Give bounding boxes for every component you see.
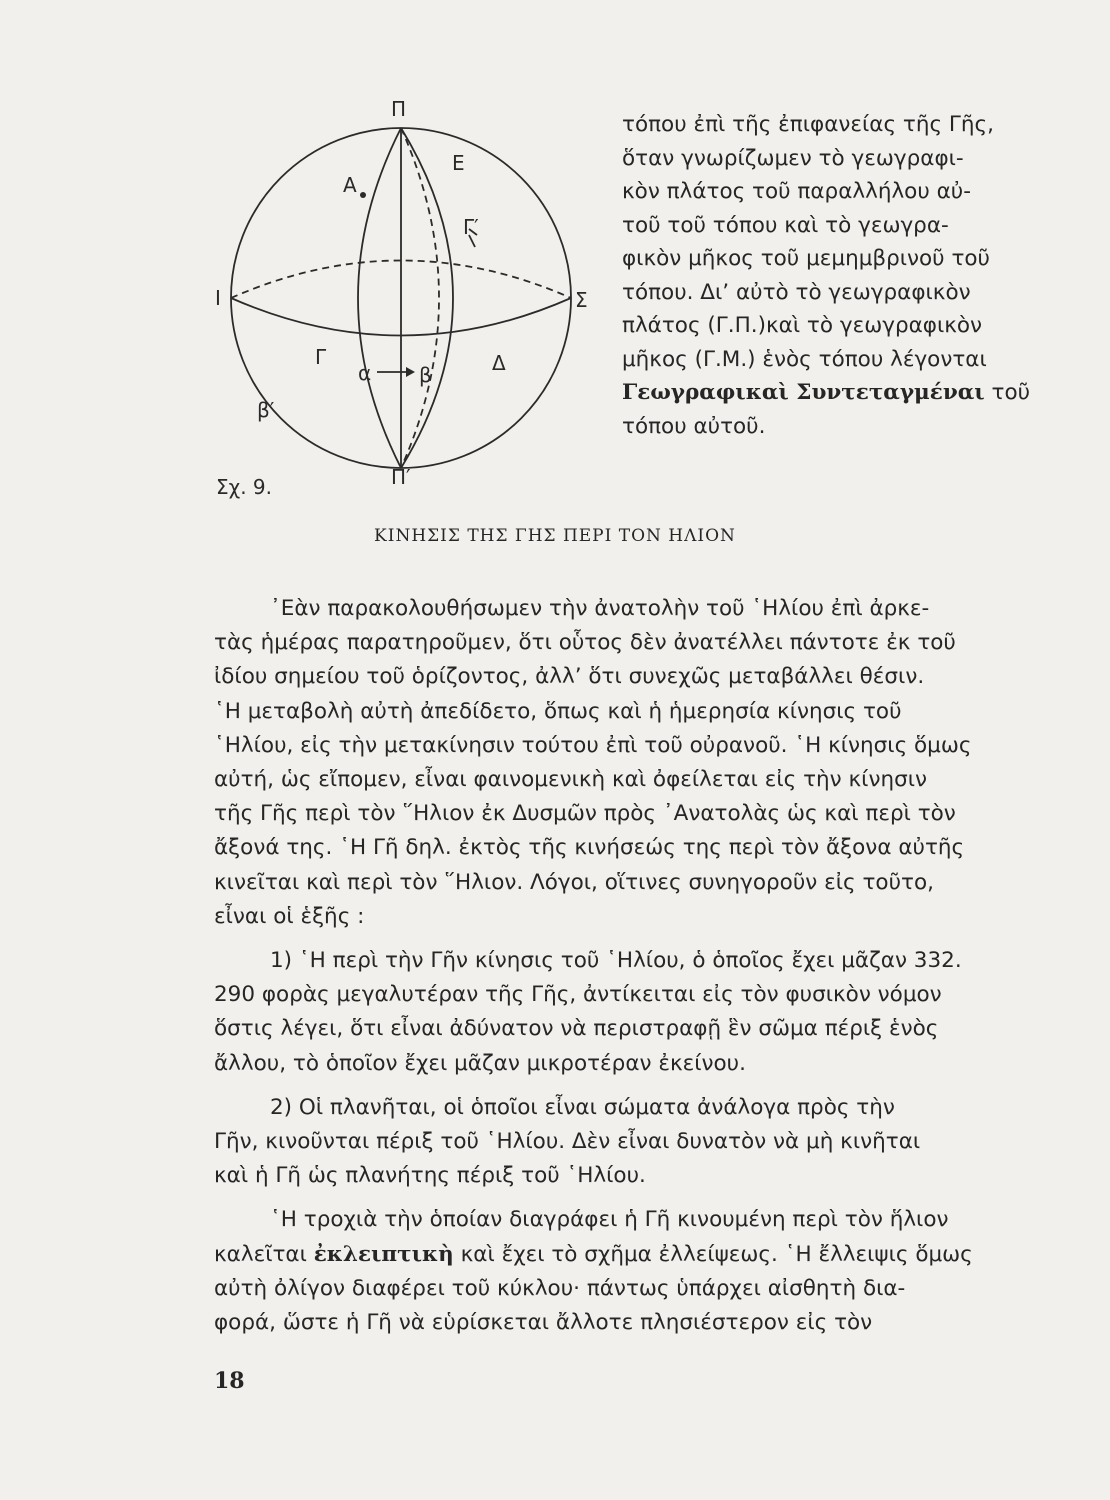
label-west: Ι [215,286,221,310]
label-east: Σ [575,288,588,312]
meridian-dashed [401,128,439,468]
label-g: Γ [315,345,327,369]
page-number: 18 [214,1368,245,1394]
side-line: ὅταν γνωρίζωμεν τὸ γεωγραφι- [622,145,964,171]
side-paragraph [622,108,1034,443]
label-beta-prime: β′ [257,398,275,422]
label-pole-south: Π′ [391,465,411,489]
side-line: φικὸν μῆκος τοῦ μεμημβρινοῦ τοῦ [622,246,990,271]
side-line: μῆκος (Γ.Μ.) ἑνὸς τόπου λέγονται [622,346,987,372]
meridian-right [401,128,453,468]
side-line: τόπου ἐπὶ τῆς ἐπιφανείας τῆς Γῆς, [622,112,994,137]
globe-figure [205,95,605,510]
side-line: τοῦ τοῦ τόπου καὶ τὸ γεωγρα- [622,212,949,238]
paragraph-1: ᾿Εὰν παρακολουθήσωμεν τὴν ἀνατολὴν τοῦ ῾Ηλίου ἐπὶ ἀρκε- τὰς ἡμέρας παρατηροῦμεν, ὅτι οὗτος δὲν ἀνατέλλει πάντοτε ἐκ τοῦ ἰδίου σημείου τοῦ ὁρίζοντος, ἀλλ’ ὅτι συνεχῶς μεταβάλλει θέσιν. ῾Η μεταβολὴ αὐτὴ ἀπεδίδετο, ὅπως καὶ ἡ ἡμερησία κίνησις τοῦ ῾Ηλίου, εἰς τὴν μετακίνησιν τούτου ἐπὶ τοῦ οὐρανοῦ. ῾Η κίνησις ὅμως αὐτή, ὡς εἴπομεν, εἶναι φαινομενικὴ καὶ ὀφείλεται εἰς τὴν κίνησιν τῆς Γῆς περὶ τὸν ῞Ηλιον ἐκ Δυσμῶν πρὸς ᾿Ανατολὰς ὡς καὶ περὶ τὸν ἄξονά της. ῾Η Γῆ δηλ. ἐκτὸς τῆς κινήσεώς της περὶ τὸν ἄξονα αὐτῆς κινεῖται καὶ περὶ τὸν ῞Ηλιον. Λόγοι, οἵτινες συνηγοροῦν εἰς τοῦτο, εἶναι οἱ ἑξῆς : [214,596,972,929]
figure-caption: Σχ. 9. [216,475,272,499]
emphasis-term: ἐκλειπτικὴ [313,1241,454,1267]
point-a [360,192,366,198]
globe-diagram [205,95,605,510]
side-line: τόπου. Δι’ αὐτὸ τὸ γεωγραφικὸν [622,279,971,305]
section-heading: ΚΙΝΗΣΙΣ ΤΗΣ ΓΗΣ ΠΕΡΙ ΤΟΝ ΗΛΙΟΝ [374,526,736,546]
label-a: Α [343,173,357,197]
label-beta: β [419,363,432,387]
body-text [214,592,1034,1340]
label-alpha: α [358,361,372,385]
paragraph-3: 2) Οἱ πλανῆται, οἱ ὁποῖοι εἶναι σώματα ἀνάλογα πρὸς τὴν Γῆν, κινοῦνται πέριξ τοῦ ῾Ηλίου. Δὲν εἶναι δυνατὸν νὰ μὴ κινῆται καὶ ἡ Γῆ ὡς πλανήτης πέριξ τοῦ ῾Ηλίου. [214,1094,921,1189]
side-line: Γεωγραφικαὶ Συντεταγμέναι τοῦ [622,380,1031,405]
arrow-head [406,367,415,377]
side-line: κὸν πλάτος τοῦ παραλλήλου αὐ- [622,179,971,204]
label-g-prime: Γ′ [463,215,479,239]
emphasis-term: Γεωγραφικαὶ Συντεταγμέναι [622,380,985,405]
label-e: Ε [452,151,465,175]
meridian-left [358,128,401,468]
side-line: πλάτος (Γ.Π.)καὶ τὸ γεωγραφικὸν [622,313,983,338]
paragraph-4: ῾Η τροχιὰ τὴν ὁποίαν διαγράφει ἡ Γῆ κινουμένη περὶ τὸν ἥλιον καλεῖται ἐκλειπτικὴ καὶ ἔχει τὸ σχῆμα ἐλλείψεως. ῾Η ἔλλειψις ὅμως αὐτὴ ὀλίγον διαφέρει τοῦ κύκλου· πάντως ὑπάρχει αἰσθητὴ δια- φορά, ὥστε ἡ Γῆ νὰ εὑρίσκεται ἄλλοτε πλησιέστερον εἰς τὸν [214,1207,973,1336]
paragraph-2: 1) ῾Η περὶ τὴν Γῆν κίνησις τοῦ ῾Ηλίου, ὁ ὁποῖος ἔχει μᾶζαν 332. 290 φορὰς μεγαλυτέραν τῆς Γῆς, ἀντίκειται εἰς τὸν φυσικὸν νόμον ὅστις λέγει, ὅτι εἶναι ἀδύνατον νὰ περιστραφῇ ἓν σῶμα πέριξ ἑνὸς ἄλλου, τὸ ὁποῖον ἔχει μᾶζαν μικροτέραν ἐκείνου. [214,948,962,1076]
side-line: τόπου αὐτοῦ. [622,413,766,439]
label-d: Δ [492,351,506,375]
label-pole-north: Π [391,97,407,121]
